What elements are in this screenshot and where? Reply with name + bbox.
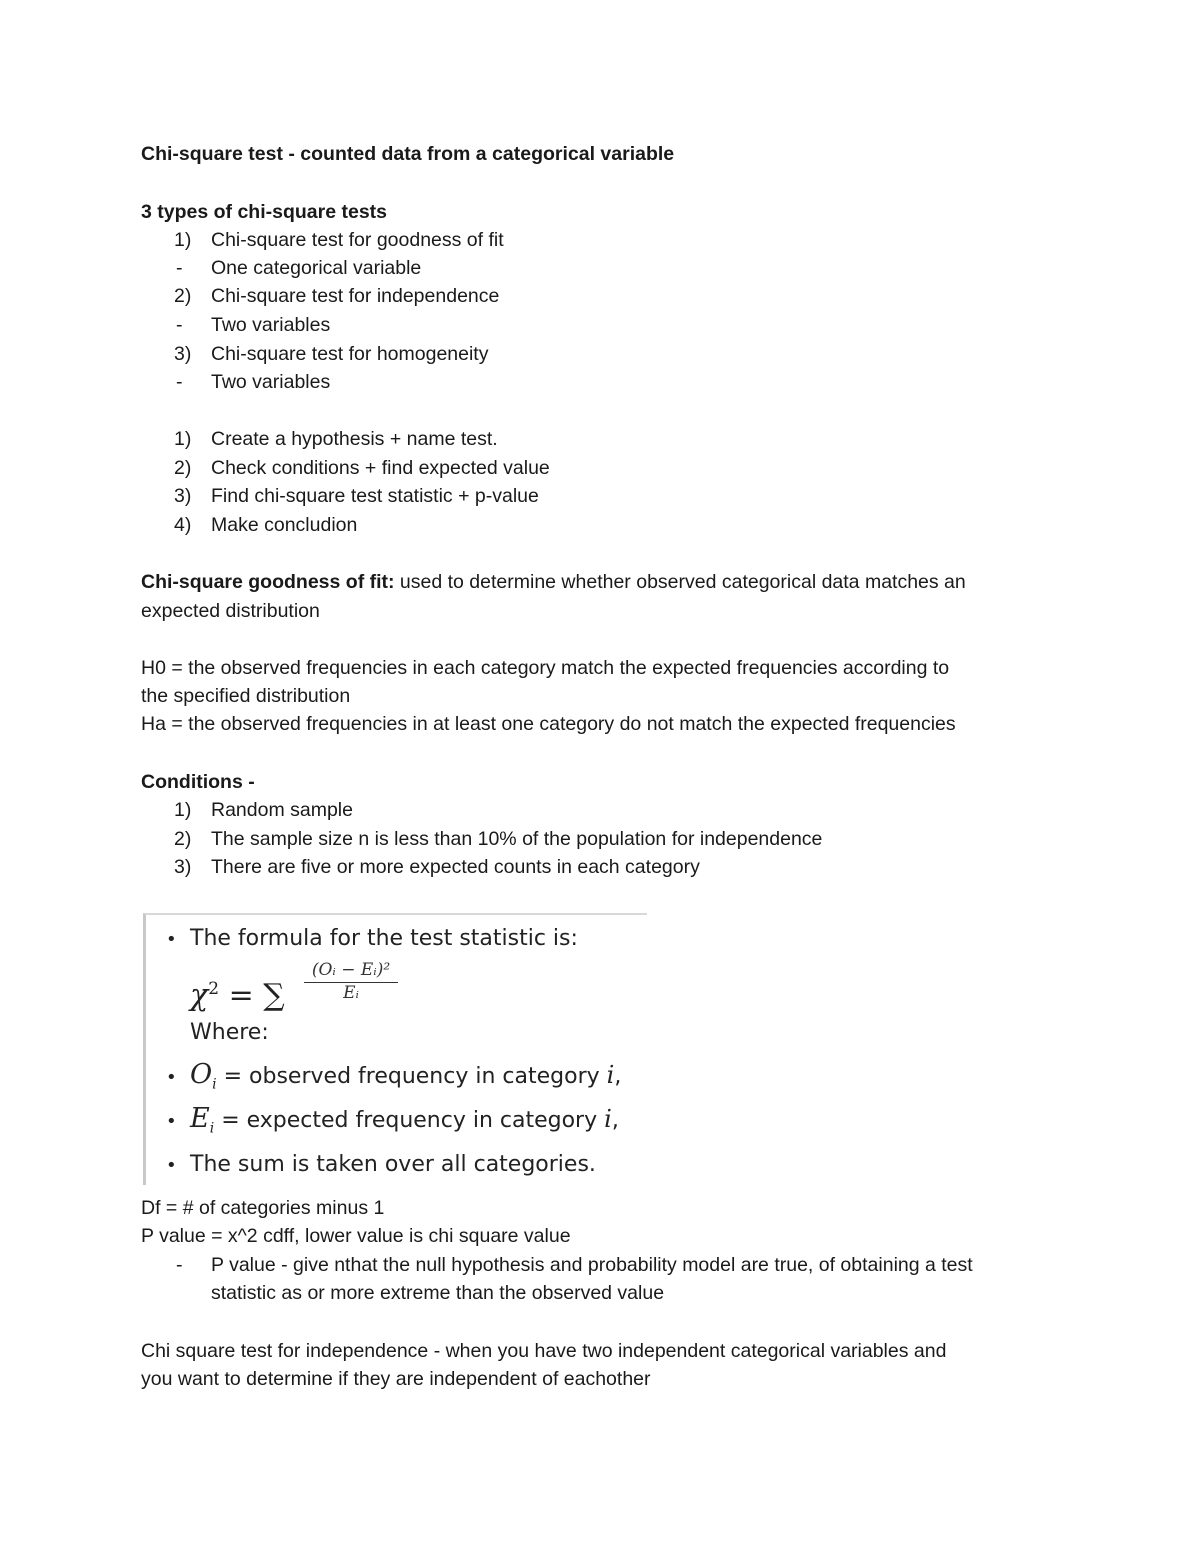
bullet: •	[166, 1155, 177, 1176]
equals-sum: = ∑	[228, 978, 285, 1013]
ha-statement: Ha = the observed frequencies in at least one category do not match the expected frequencies	[141, 713, 956, 735]
bullet: •	[166, 929, 177, 950]
where-label: Where:	[190, 1020, 269, 1045]
var-i: i	[604, 1105, 612, 1133]
gof-def-text: used to determine whether observed categorical data matches an	[394, 571, 966, 593]
fraction-numerator: (Oᵢ − Eᵢ)²	[304, 959, 398, 983]
list-marker: 3)	[174, 856, 192, 878]
formula-intro: The formula for the test statistic is:	[190, 926, 578, 951]
expected-definition	[190, 1105, 619, 1142]
e-text: = expected frequency in category	[214, 1108, 605, 1133]
var-i: i	[606, 1061, 615, 1089]
fraction	[304, 959, 398, 1003]
list-item: Check conditions + find expected value	[211, 457, 550, 479]
independence-line-cont: you want to determine if they are independent of eachother	[141, 1368, 651, 1390]
page-title: Chi-square test - counted data from a categorical variable	[141, 143, 675, 165]
h0-statement-cont: the specified distribution	[141, 685, 351, 707]
observed-definition	[190, 1061, 621, 1098]
list-marker: 1)	[174, 229, 192, 251]
list-item: Chi-square test for goodness of fit	[211, 229, 504, 251]
comma: ,	[614, 1064, 622, 1089]
bullet: •	[166, 1111, 177, 1132]
list-marker: 3)	[174, 485, 192, 507]
list-marker: -	[176, 1254, 183, 1276]
list-marker: -	[176, 371, 183, 393]
gof-definition	[141, 568, 966, 596]
e-subscript: i	[209, 1120, 215, 1137]
comma: ,	[611, 1108, 619, 1133]
o-text: = observed frequency in category	[216, 1064, 607, 1089]
gof-definition-cont: expected distribution	[141, 600, 320, 622]
list-marker: -	[176, 257, 183, 279]
list-marker: 2)	[174, 828, 192, 850]
conditions-heading: Conditions -	[141, 771, 255, 793]
sum-note: The sum is taken over all categories.	[190, 1152, 596, 1177]
chi-square-equation	[190, 969, 285, 1016]
list-item: Create a hypothesis + name test.	[211, 428, 498, 450]
list-marker: 2)	[174, 285, 192, 307]
list-marker: -	[176, 314, 183, 336]
list-item: Make concludion	[211, 514, 358, 536]
list-item: One categorical variable	[211, 257, 422, 279]
list-marker: 1)	[174, 799, 192, 821]
o-subscript: i	[212, 1076, 217, 1093]
independence-line: Chi square test for independence - when you have two independent categorical variables and	[141, 1340, 947, 1362]
chi-symbol: χ	[190, 978, 209, 1013]
df-line: Df = # of categories minus 1	[141, 1197, 385, 1219]
chi-exponent: 2	[208, 979, 220, 999]
gof-term: Chi-square goodness of fit:	[141, 571, 395, 593]
list-marker: 4)	[174, 514, 192, 536]
list-item: Find chi-square test statistic + p-value	[211, 485, 539, 507]
list-item: The sample size n is less than 10% of the population for independence	[211, 828, 823, 850]
list-item: Two variables	[211, 314, 331, 336]
list-marker: 3)	[174, 343, 192, 365]
list-marker: 1)	[174, 428, 192, 450]
pvalue-definition-cont: statistic as or more extreme than the observed value	[211, 1282, 665, 1304]
fraction-denominator: Eᵢ	[343, 983, 359, 1003]
h0-statement: H0 = the observed frequencies in each category match the expected frequencies according to	[141, 657, 950, 679]
pvalue-line: P value = x^2 cdff, lower value is chi square value	[141, 1225, 571, 1247]
types-heading: 3 types of chi-square tests	[141, 201, 387, 223]
list-item: Chi-square test for homogeneity	[211, 343, 489, 365]
list-item: Random sample	[211, 799, 353, 821]
formula-image	[143, 913, 647, 1185]
pvalue-definition: P value - give nthat the null hypothesis and probability model are true, of obtaining a test	[211, 1254, 973, 1276]
e-symbol: E	[190, 1103, 210, 1134]
list-item: There are five or more expected counts in each category	[211, 856, 700, 878]
o-symbol: O	[190, 1059, 213, 1090]
list-item: Two variables	[211, 371, 331, 393]
bullet: •	[166, 1067, 177, 1088]
list-item: Chi-square test for independence	[211, 285, 500, 307]
list-marker: 2)	[174, 457, 192, 479]
